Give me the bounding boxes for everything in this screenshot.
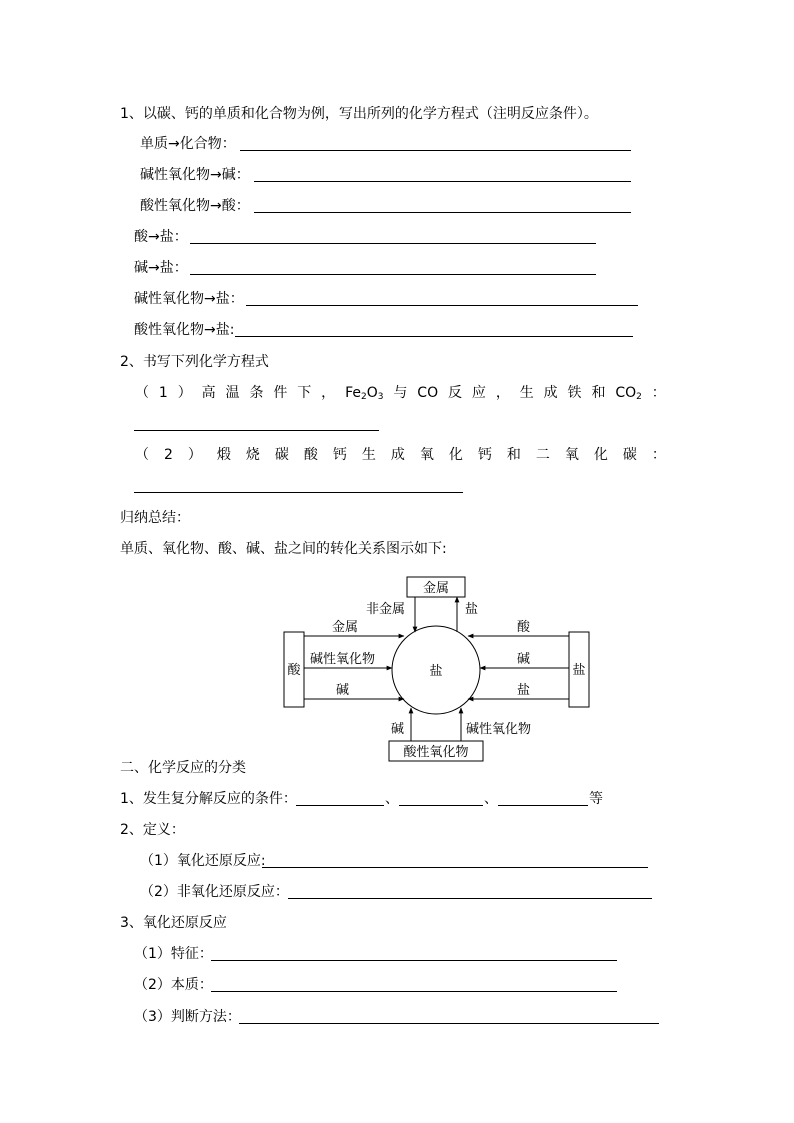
label-acid-right: 酸	[517, 620, 531, 635]
s2-q2-item-2-label: （2）非氧化还原反应：	[140, 884, 289, 900]
label-basic-oxide-bottom: 碱性氧化物	[466, 722, 532, 737]
s2-q1-blank-1[interactable]	[296, 805, 384, 806]
box-acidic-oxide-text: 酸性氧化物	[403, 745, 469, 760]
s2-q1-end: 等	[589, 791, 603, 807]
q1-item-6-label: 碱性氧化物→盐：	[134, 291, 244, 307]
q1-item-2-label: 碱性氧化物→碱：	[140, 167, 250, 183]
s2-q1-sep-1: 、	[385, 791, 399, 807]
formula-fe2o3: $Fe_2O_3$	[345, 385, 384, 402]
label-base-bottom: 碱	[391, 722, 405, 737]
summary-heading: 归纳总结：	[120, 510, 190, 526]
s2-q1-label: 1、发生复分解反应的条件：	[120, 791, 297, 807]
q1-item-6-blank[interactable]	[246, 305, 638, 306]
conversion-diagram	[280, 575, 600, 767]
s2-q1-blank-3[interactable]	[498, 805, 588, 806]
box-acid-text: 酸	[287, 663, 301, 678]
s2-q2-item-1-blank[interactable]	[262, 867, 648, 868]
label-salt-right: 盐	[517, 683, 531, 698]
q1-item-3-label: 酸性氧化物→酸：	[140, 198, 250, 214]
s2-q3-item-3-blank[interactable]	[239, 1023, 659, 1024]
q1-item-4-label: 酸→盐：	[134, 229, 188, 245]
q2-item-1: （ 1 ） 高 温 条 件 下 ， $Fe_2O_3$ 与 CO 反 应 ， 生 成 铁 和 $CO_2$ ：	[135, 385, 666, 402]
q1-item-7-label: 酸性氧化物→盐:	[134, 322, 235, 338]
s2-q3-item-3-label: （3）判断方法：	[134, 1009, 241, 1025]
label-basic-oxide-left: 碱性氧化物	[310, 652, 376, 667]
label-nonmetal: 非金属	[366, 602, 406, 617]
q1-item-5-label: 碱→盐：	[134, 260, 188, 276]
s2-q2-label: 2、定义：	[120, 822, 185, 838]
label-salt-top: 盐	[465, 602, 479, 617]
label-base-right: 碱	[517, 652, 531, 667]
q2-item-2: （ 2 ） 煅 烧 碳 酸 钙 生 成 氧 化 钙 和 二 氧 化 碳 ：	[135, 447, 666, 463]
q1-item-4-blank[interactable]	[190, 243, 596, 244]
s2-q1-sep-2: 、	[484, 791, 498, 807]
label-base-left: 碱	[336, 683, 350, 698]
s2-q2-item-1-label: （1）氧化还原反应:	[140, 853, 266, 869]
s2-q3-item-2-label: （2）本质：	[134, 977, 213, 993]
q1-item-1-blank[interactable]	[240, 150, 631, 151]
q1-item-5-blank[interactable]	[190, 274, 596, 275]
q1-item-3-blank[interactable]	[254, 212, 631, 213]
q1-item-1-label: 单质→化合物：	[140, 136, 236, 152]
s2-q1-blank-2[interactable]	[399, 805, 483, 806]
formula-co2: $CO_2$	[615, 385, 642, 402]
s2-q3-label: 3、氧化还原反应	[120, 915, 227, 931]
q1-title: 1、以碳、钙的单质和化合物为例，写出所列的化学方程式（注明反应条件）。	[120, 106, 598, 122]
s2-q3-item-2-blank[interactable]	[211, 991, 617, 992]
q1-item-7-blank[interactable]	[235, 336, 633, 337]
box-salt-right-text: 盐	[572, 663, 586, 678]
summary-desc: 单质、氧化物、酸、碱、盐之间的转化关系图示如下:	[120, 541, 447, 557]
label-metal: 金属	[332, 620, 359, 635]
q2-item-2-blank[interactable]	[134, 492, 463, 493]
q2-item-1-blank[interactable]	[134, 430, 379, 431]
q2-title: 2、书写下列化学方程式	[120, 354, 269, 370]
section2-heading: 二、化学反应的分类	[120, 760, 246, 776]
box-metal-text: 金属	[422, 581, 450, 596]
s2-q3-item-1-blank[interactable]	[211, 960, 617, 961]
s2-q3-item-1-label: （1）特征：	[134, 946, 213, 962]
s2-q2-item-2-blank[interactable]	[288, 898, 652, 899]
q1-item-2-blank[interactable]	[254, 181, 631, 182]
center-salt-text: 盐	[429, 664, 443, 679]
